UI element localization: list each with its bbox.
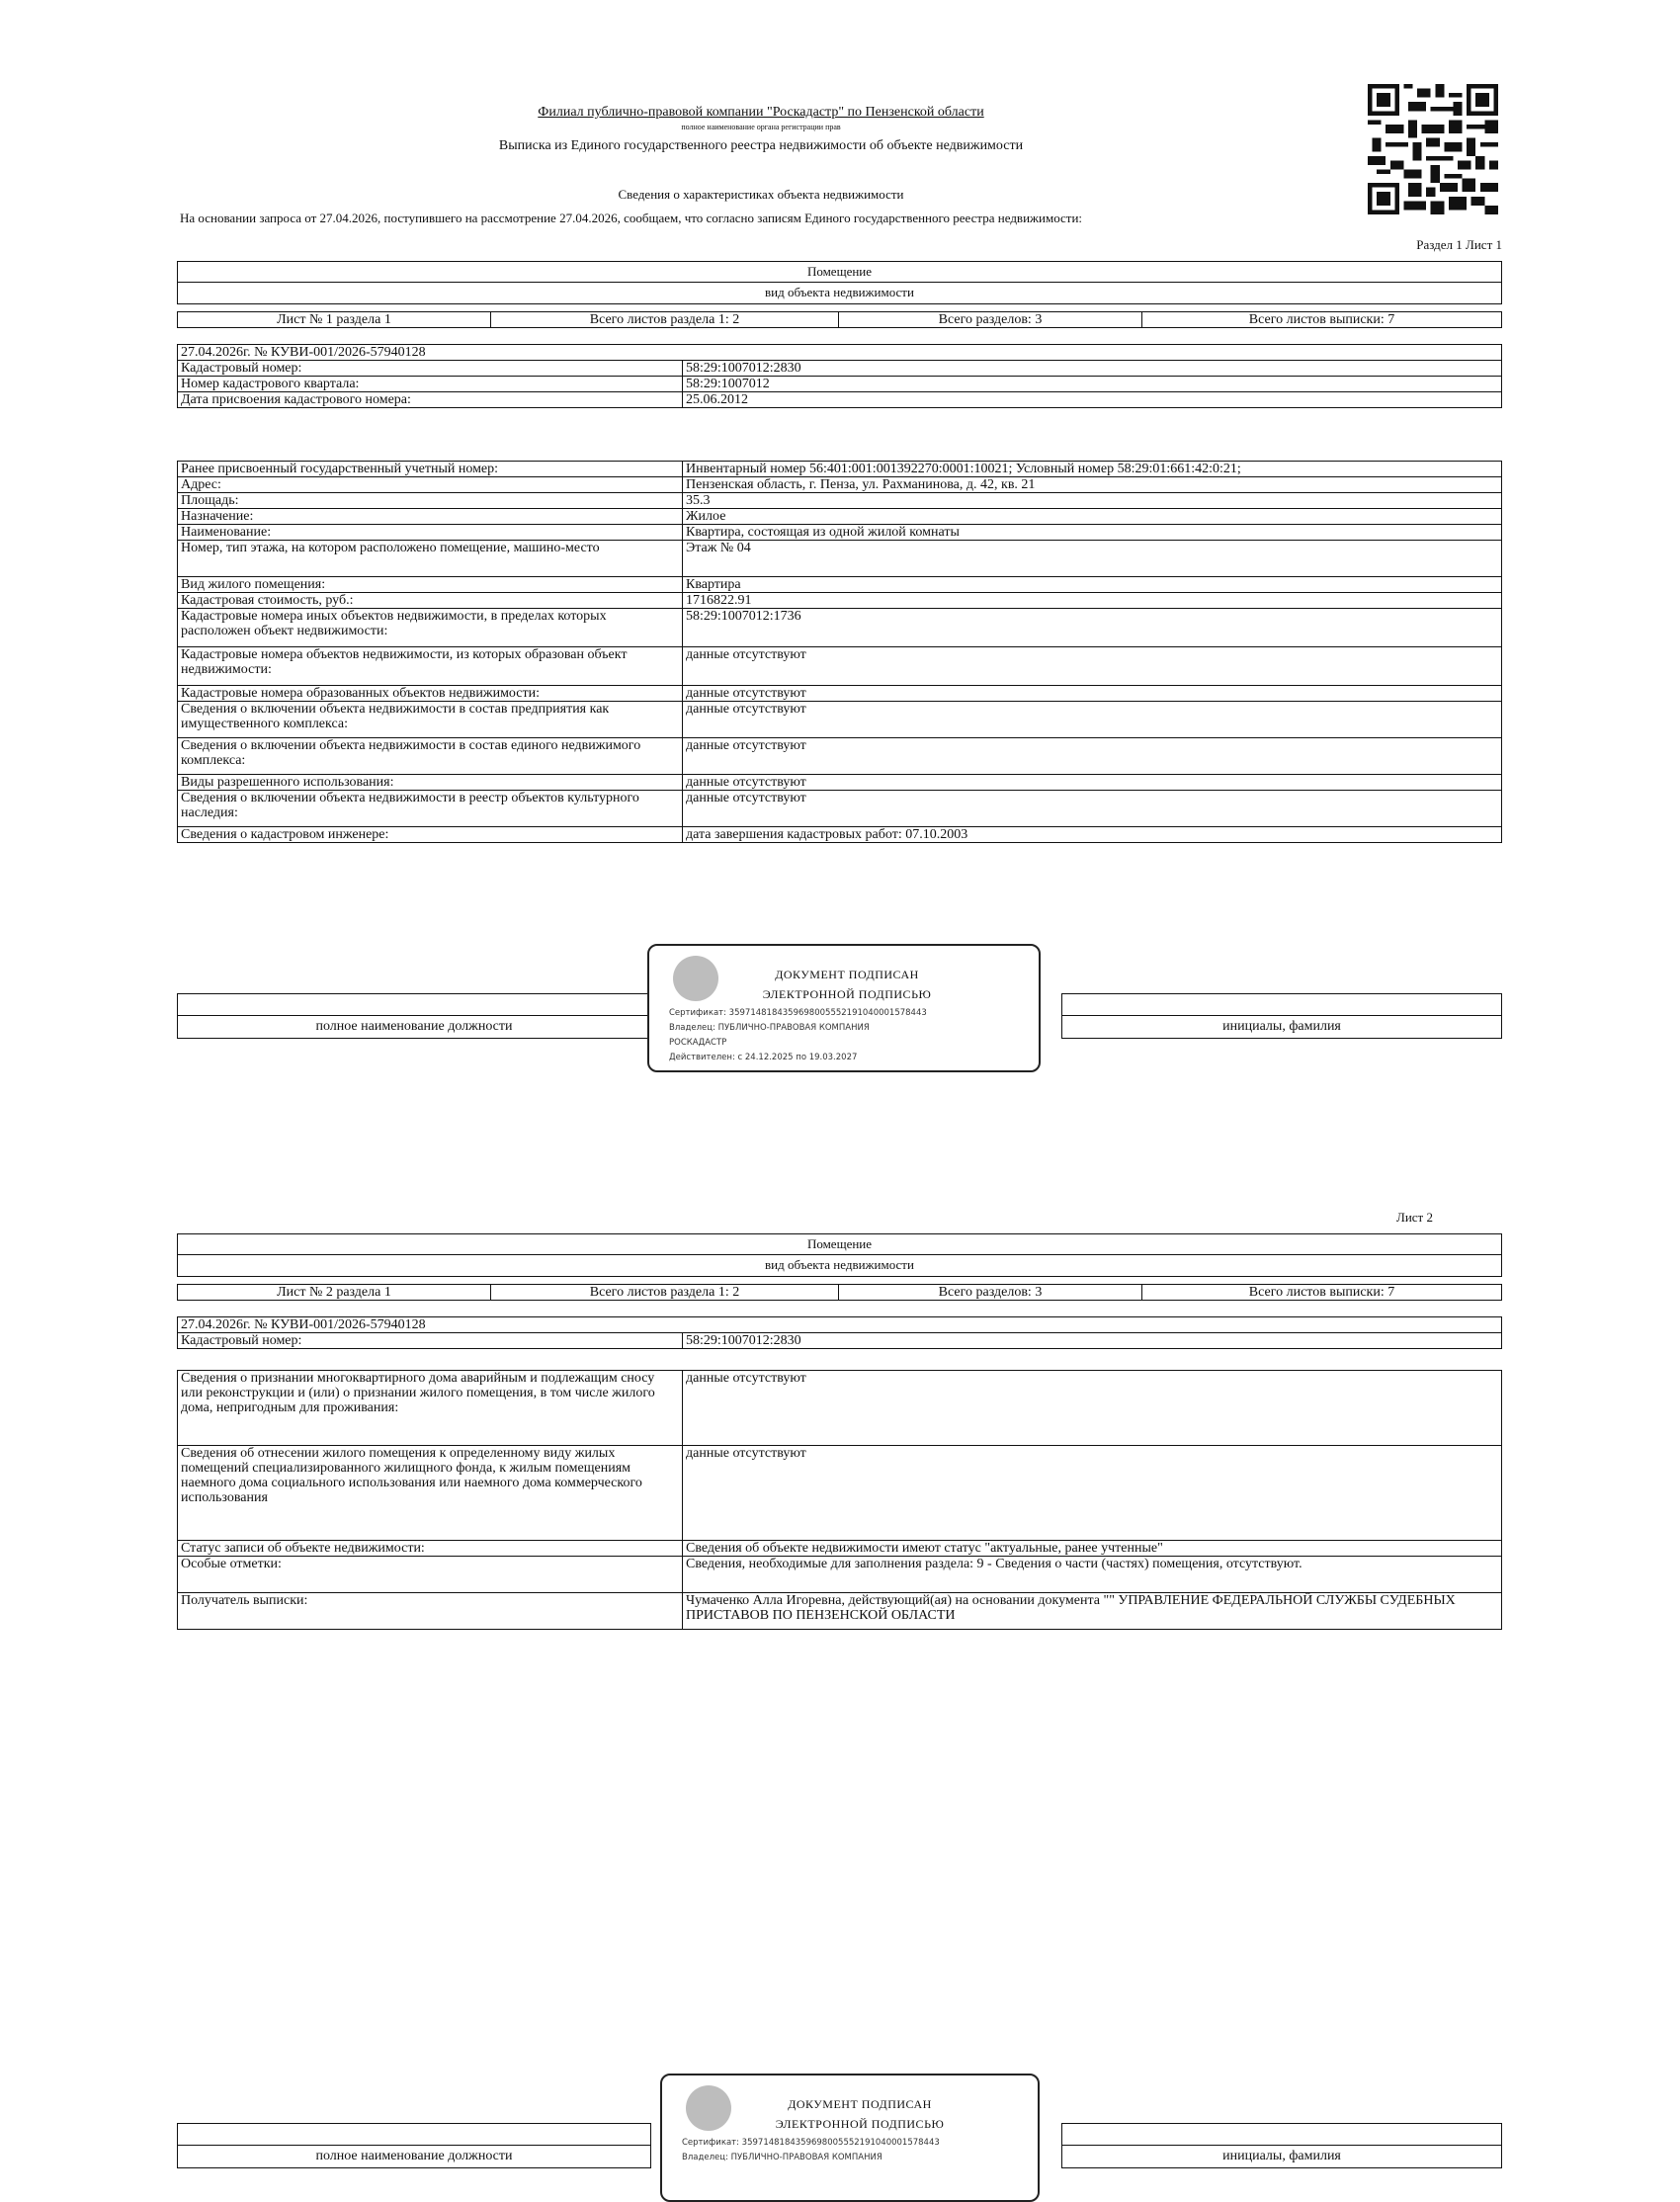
table-row bbox=[178, 609, 1502, 647]
row-label: Кадастровая стоимость, руб.: bbox=[178, 593, 683, 609]
stamp-title-2: ЭЛЕКТРОННОЙ ПОДПИСЬЮ bbox=[762, 987, 932, 1001]
row-label: Площадь: bbox=[178, 493, 683, 509]
ident-table-2 bbox=[177, 1316, 1502, 1349]
stamp-title: ДОКУМЕНТ ПОДПИСАН bbox=[788, 2097, 932, 2111]
sheet-info-table-2 bbox=[177, 1284, 1502, 1301]
object-type-box-2 bbox=[177, 1233, 1502, 1277]
row-label: Наименование: bbox=[178, 525, 683, 541]
date-reference: 27.04.2026г. № КУВИ-001/2026-57940128 bbox=[178, 345, 1502, 361]
row-value: данные отсутствуют bbox=[683, 1371, 1502, 1446]
row-label: Особые отметки: bbox=[178, 1557, 683, 1593]
row-label: Сведения о признании многоквартирного дома аварийным и подлежащим сносу или реконструкции и (или) о признании жилого помещения, в том числе жилого дома, непригодным для проживания: bbox=[178, 1371, 683, 1446]
row-label: Кадастровые номера иных объектов недвижимости, в пределах которых расположен объект недвижимости: bbox=[178, 609, 683, 647]
stamp-owner-2: РОСКАДАСТР bbox=[669, 1038, 727, 1048]
row-value: данные отсутствуют bbox=[683, 702, 1502, 738]
row-value: Этаж № 04 bbox=[683, 541, 1502, 577]
row-label: Статус записи об объекте недвижимости: bbox=[178, 1541, 683, 1557]
stamp-validity: Действителен: с 24.12.2025 по 19.03.2027 bbox=[669, 1053, 858, 1062]
table-row bbox=[178, 647, 1502, 686]
intro-text: На основании запроса от 27.04.2026, поступившего на рассмотрение 27.04.2026, сообщаем, что согласно записям Единого государственного реестра недвижимости: bbox=[180, 211, 1083, 225]
roskadastr-logo-icon bbox=[686, 2085, 731, 2131]
org-name: Филиал публично-правовой компании "Роскадастр" по Пензенской области bbox=[538, 105, 984, 120]
table-row bbox=[178, 702, 1502, 738]
date-reference: 27.04.2026г. № КУВИ-001/2026-57940128 bbox=[178, 1317, 1502, 1333]
table-row bbox=[178, 541, 1502, 577]
row-label: Ранее присвоенный государственный учетный номер: bbox=[178, 462, 683, 477]
characteristics-table bbox=[177, 461, 1502, 843]
roskadastr-logo-icon bbox=[673, 956, 718, 1001]
stamp-title-2: ЭЛЕКТРОННОЙ ПОДПИСЬЮ bbox=[775, 2117, 945, 2131]
table-row bbox=[178, 1371, 1502, 1446]
row-value: 1716822.91 bbox=[683, 593, 1502, 609]
extract-sheets-total: Всего листов выписки: 7 bbox=[1142, 312, 1502, 328]
row-value: данные отсутствуют bbox=[683, 1446, 1502, 1541]
row-value: Квартира, состоящая из одной жилой комнаты bbox=[683, 525, 1502, 541]
row-label: Кадастровые номера образованных объектов недвижимости: bbox=[178, 686, 683, 702]
doc-title: Выписка из Единого государственного реестра недвижимости об объекте недвижимости bbox=[498, 138, 1024, 153]
object-type-caption: вид объекта недвижимости bbox=[765, 285, 914, 299]
row-label: Виды разрешенного использования: bbox=[178, 775, 683, 791]
table-row bbox=[178, 1541, 1502, 1557]
table-row bbox=[178, 1593, 1502, 1630]
row-value: 25.06.2012 bbox=[683, 392, 1502, 408]
row-value: 58:29:1007012:1736 bbox=[683, 609, 1502, 647]
position-caption: полное наименование должности bbox=[315, 2149, 513, 2163]
row-value: Инвентарный номер 56:401:001:001392270:0001:10021; Условный номер 58:29:01:661:42:0:21; bbox=[683, 462, 1502, 477]
table-row bbox=[178, 462, 1502, 477]
ident-table bbox=[177, 344, 1502, 408]
object-type-box bbox=[177, 261, 1502, 304]
section-sheets-total: Всего листов раздела 1: 2 bbox=[491, 1285, 839, 1301]
section-label-2: Лист 2 bbox=[1396, 1210, 1433, 1225]
table-row bbox=[178, 361, 1502, 377]
table-row bbox=[178, 493, 1502, 509]
stamp-owner: Владелец: ПУБЛИЧНО-ПРАВОВАЯ КОМПАНИЯ bbox=[669, 1023, 870, 1033]
object-type: Помещение bbox=[806, 1236, 873, 1251]
row-value: данные отсутствуют bbox=[683, 791, 1502, 827]
table-row bbox=[178, 525, 1502, 541]
row-value: 58:29:1007012:2830 bbox=[683, 1333, 1502, 1349]
sheet-info-table bbox=[177, 311, 1502, 328]
sheet-number: Лист № 2 раздела 1 bbox=[178, 1285, 491, 1301]
e-signature-stamp bbox=[647, 944, 1041, 1072]
table-row bbox=[178, 775, 1502, 791]
row-value: 35.3 bbox=[683, 493, 1502, 509]
position-caption: полное наименование должности bbox=[315, 1019, 513, 1034]
table-row bbox=[178, 827, 1502, 843]
table-row bbox=[178, 686, 1502, 702]
table-row bbox=[178, 593, 1502, 609]
row-value: Квартира bbox=[683, 577, 1502, 593]
row-label: Номер, тип этажа, на котором расположено помещение, машино-место bbox=[178, 541, 683, 577]
stamp-title: ДОКУМЕНТ ПОДПИСАН bbox=[775, 968, 919, 981]
table-row bbox=[178, 1557, 1502, 1593]
stamp-owner: Владелец: ПУБЛИЧНО-ПРАВОВАЯ КОМПАНИЯ bbox=[682, 2153, 882, 2162]
subtitle: Сведения о характеристиках объекта недвижимости bbox=[618, 187, 904, 202]
table-row bbox=[178, 1446, 1502, 1541]
row-label: Дата присвоения кадастрового номера: bbox=[178, 392, 683, 408]
table-row bbox=[178, 477, 1502, 493]
row-value: дата завершения кадастровых работ: 07.10.2003 bbox=[683, 827, 1502, 843]
table-row bbox=[178, 509, 1502, 525]
row-value: Сведения об объекте недвижимости имеют статус "актуальные, ранее учтенные" bbox=[683, 1541, 1502, 1557]
stamp-certificate: Сертификат: 3597148184359698005552191040001578443 bbox=[682, 2138, 940, 2148]
row-value: Пензенская область, г. Пенза, ул. Рахманинова, д. 42, кв. 21 bbox=[683, 477, 1502, 493]
object-type: Помещение bbox=[806, 264, 873, 279]
row-label: Кадастровый номер: bbox=[178, 1333, 683, 1349]
row-value: данные отсутствуют bbox=[683, 738, 1502, 775]
row-value: Сведения, необходимые для заполнения раздела: 9 - Сведения о части (частях) помещения, отсутствуют. bbox=[683, 1557, 1502, 1593]
e-signature-stamp-2 bbox=[660, 2074, 1040, 2202]
name-caption: инициалы, фамилия bbox=[1222, 2149, 1341, 2163]
row-value: 58:29:1007012 bbox=[683, 377, 1502, 392]
sections-total: Всего разделов: 3 bbox=[839, 312, 1142, 328]
row-value: Чумаченко Алла Игоревна, действующий(ая) на основании документа "" УПРАВЛЕНИЕ ФЕДЕРАЛЬНОЙ СЛУЖБЫ СУДЕБНЫХ ПРИСТАВОВ ПО ПЕНЗЕНСКОЙ ОБЛАСТИ bbox=[683, 1593, 1502, 1630]
table-row bbox=[178, 377, 1502, 392]
table-row bbox=[178, 392, 1502, 408]
extract-sheets-total: Всего листов выписки: 7 bbox=[1142, 1285, 1502, 1301]
qr-code bbox=[1368, 84, 1498, 214]
row-label: Сведения о кадастровом инженере: bbox=[178, 827, 683, 843]
row-label: Сведения о включении объекта недвижимости в реестр объектов культурного наследия: bbox=[178, 791, 683, 827]
row-label: Номер кадастрового квартала: bbox=[178, 377, 683, 392]
stamp-certificate: Сертификат: 3597148184359698005552191040001578443 bbox=[669, 1008, 927, 1018]
row-value: данные отсутствуют bbox=[683, 647, 1502, 686]
name-caption: инициалы, фамилия bbox=[1222, 1019, 1341, 1034]
table-row bbox=[178, 1333, 1502, 1349]
object-type-caption: вид объекта недвижимости bbox=[765, 1257, 914, 1272]
sections-total: Всего разделов: 3 bbox=[839, 1285, 1142, 1301]
row-value: данные отсутствуют bbox=[683, 686, 1502, 702]
row-value: данные отсутствуют bbox=[683, 775, 1502, 791]
table-row bbox=[178, 791, 1502, 827]
row-label: Сведения о включении объекта недвижимости в состав предприятия как имущественного комплекса: bbox=[178, 702, 683, 738]
sheet-number: Лист № 1 раздела 1 bbox=[178, 312, 491, 328]
org-caption: полное наименование органа регистрации прав bbox=[681, 123, 841, 131]
row-label: Получатель выписки: bbox=[178, 1593, 683, 1630]
section-label: Раздел 1 Лист 1 bbox=[1416, 237, 1502, 252]
row-label: Вид жилого помещения: bbox=[178, 577, 683, 593]
row-value: Жилое bbox=[683, 509, 1502, 525]
table-row bbox=[178, 738, 1502, 775]
section-sheets-total: Всего листов раздела 1: 2 bbox=[491, 312, 839, 328]
row-label: Назначение: bbox=[178, 509, 683, 525]
row-label: Кадастровые номера объектов недвижимости, из которых образован объект недвижимости: bbox=[178, 647, 683, 686]
row-value: 58:29:1007012:2830 bbox=[683, 361, 1502, 377]
row-label: Кадастровый номер: bbox=[178, 361, 683, 377]
characteristics-table-2 bbox=[177, 1370, 1502, 1630]
row-label: Сведения о включении объекта недвижимости в состав единого недвижимого комплекса: bbox=[178, 738, 683, 775]
table-row bbox=[178, 577, 1502, 593]
row-label: Адрес: bbox=[178, 477, 683, 493]
row-label: Сведения об отнесении жилого помещения к определенному виду жилых помещений специализированного жилищного фонда, к жилым помещениям наемного дома социального использования или наемного дома коммерческого использования bbox=[178, 1446, 683, 1541]
